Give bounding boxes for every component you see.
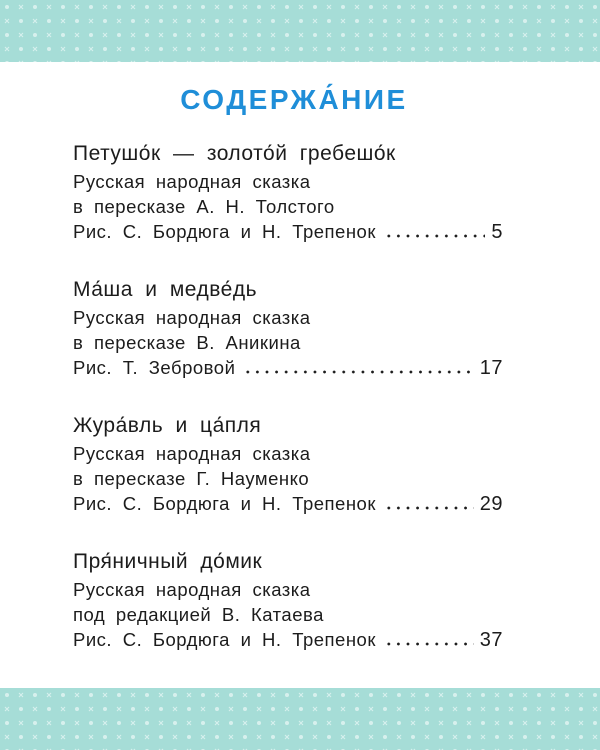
- entry-illustrator-line: [73, 491, 503, 516]
- entry-genre: Русская народная сказка: [73, 443, 311, 464]
- dot-cross-pattern: [0, 688, 600, 750]
- entry-page-number: 29: [479, 493, 503, 515]
- entry-genre: Русская народная сказка: [73, 579, 311, 600]
- entry-title: Ма́ша и медве́дь: [73, 278, 258, 301]
- entry-title: Пря́ничный до́мик: [73, 550, 263, 573]
- entry-genre: Русская народная сказка: [73, 171, 311, 192]
- dot-leader: [243, 370, 473, 374]
- entry-title: Петушо́к — золото́й гребешо́к: [73, 142, 396, 165]
- entry-illustrator-line: [73, 627, 503, 652]
- entry-illustrator-line: [73, 355, 503, 380]
- bottom-decorative-band: [0, 688, 600, 750]
- entry-page-number: 17: [479, 357, 503, 379]
- table-of-contents: [73, 139, 503, 652]
- entry-page-number: 37: [479, 629, 503, 651]
- toc-entry: [73, 275, 503, 380]
- entry-illustrator: Рис. С. Бордюга и Н. Трепенок: [73, 493, 376, 514]
- contents-heading: СОДЕРЖА́НИЕ: [180, 84, 408, 115]
- dot-leader: [384, 234, 485, 238]
- entry-page-number: 5: [491, 221, 503, 243]
- entry-credit: в пересказе В. Аникина: [73, 332, 301, 353]
- top-decorative-band: [0, 0, 600, 62]
- entry-illustrator: Рис. Т. Зебровой: [73, 357, 236, 378]
- entry-credit: в пересказе Г. Науменко: [73, 468, 310, 489]
- entry-credit: под редакцией В. Катаева: [73, 604, 324, 625]
- toc-entry: [73, 547, 503, 652]
- entry-title: Жура́вль и ца́пля: [73, 414, 262, 437]
- entry-genre: Русская народная сказка: [73, 307, 311, 328]
- dot-cross-pattern: [0, 0, 600, 62]
- entry-illustrator: Рис. С. Бордюга и Н. Трепенок: [73, 221, 376, 242]
- entry-illustrator: Рис. С. Бордюга и Н. Трепенок: [73, 629, 376, 650]
- toc-entry: [73, 139, 503, 244]
- entry-illustrator-line: [73, 219, 503, 244]
- dot-leader: [384, 506, 474, 510]
- toc-entry: [73, 411, 503, 516]
- dot-leader: [384, 642, 474, 646]
- entry-credit: в пересказе А. Н. Толстого: [73, 196, 335, 217]
